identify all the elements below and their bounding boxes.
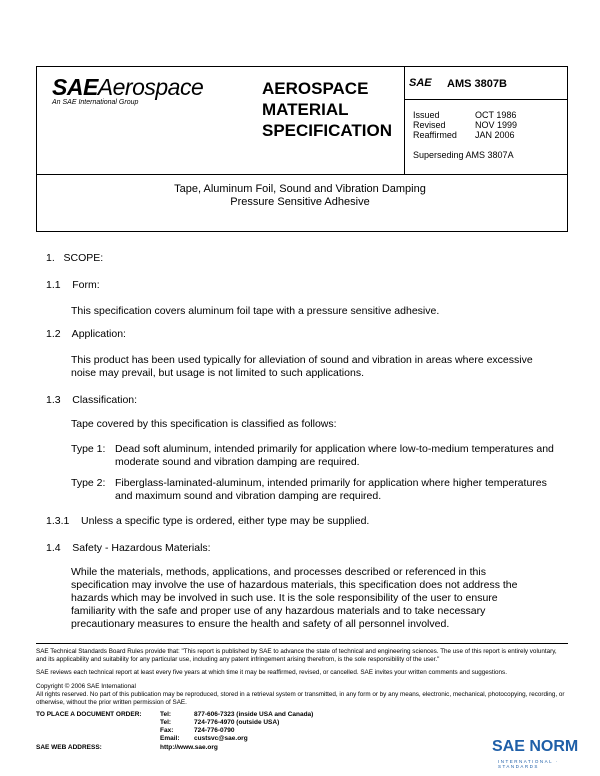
footer-rules: SAE Technical Standards Board Rules provide that: "This report is published by SAE to advance the state of technical and engineering sciences. The use of this report is entirely voluntary, and its applicability and suitability for any particular use, including any patent infringement arising therefrom, is the sole responsibility of the user." bbox=[36, 648, 557, 663]
revised-label: Revised bbox=[413, 120, 446, 130]
form-paragraph: This specification covers aluminum foil tape with a pressure sensitive adhesive. bbox=[71, 305, 440, 317]
section-classification-heading: 1.3 Classification: bbox=[46, 394, 138, 406]
application-paragraph: This product has been used typically for alleviation of sound and vibration in areas where excessive noise may prevail, but usage is not limited to such applications. bbox=[71, 354, 533, 379]
classification-paragraph: Tape covered by this specification is classified as follows: bbox=[71, 418, 337, 430]
footer-rule bbox=[36, 643, 568, 644]
type2-description: Fiberglass-laminated-aluminum, intended primarily for application where higher temperatures and maximum sound and vibration damping are required. bbox=[115, 477, 547, 502]
document-title bbox=[0, 183, 600, 209]
web-label: SAE WEB ADDRESS: bbox=[36, 744, 102, 751]
section-safety-heading: 1.4 Safety - Hazardous Materials: bbox=[46, 542, 211, 554]
safety-paragraph: While the materials, methods, applications, and processes described or referenced in this specification may involve the use of hazardous materials, this specification does not address the hazards which may be involved in such use. It is the sole responsibility of the user to ensure familiarity with the safe and proper use of any hazardous materials and to take necessary precautionary measures to ensure the health and safety of all personnel involved. bbox=[71, 566, 518, 630]
fax-value: 724-776-0790 bbox=[194, 727, 235, 734]
sae-norm-subtitle: INTERNATIONAL · STANDARDS bbox=[498, 759, 559, 769]
section-form-heading: 1.1 Form: bbox=[46, 279, 100, 291]
contact-values bbox=[194, 711, 313, 743]
footer-review: SAE reviews each technical report at least every five years at which time it may be reaffirmed, revised, or cancelled. SAE invites your written comments and suggestions. bbox=[36, 669, 507, 676]
tel2-label: Tel: bbox=[160, 719, 172, 726]
docno-underline bbox=[404, 99, 568, 100]
footer-copyright: Copyright © 2006 SAE International bbox=[36, 683, 136, 690]
date-block bbox=[413, 110, 517, 140]
issued-date: OCT 1986 bbox=[475, 110, 517, 120]
reaffirmed-date: JAN 2006 bbox=[475, 130, 515, 140]
logo-subtitle: An SAE International Group bbox=[52, 99, 139, 106]
fax-label: Fax: bbox=[160, 727, 174, 734]
revised-date: NOV 1999 bbox=[475, 120, 518, 130]
title-top-rule bbox=[36, 174, 568, 175]
type1-label: Type 1: bbox=[71, 443, 106, 455]
title-bottom-rule bbox=[36, 231, 568, 232]
tel2-value: 724-776-4970 (outside USA) bbox=[194, 719, 280, 726]
type2-label: Type 2: bbox=[71, 477, 106, 489]
type1-description: Dead soft aluminum, intended primarily for application where low-to-medium temperatures and moderate sound and vibration damping are required. bbox=[115, 443, 554, 468]
order-label: TO PLACE A DOCUMENT ORDER: bbox=[36, 711, 142, 718]
reaffirmed-label: Reaffirmed bbox=[413, 130, 457, 140]
email-label: Email: bbox=[160, 735, 180, 742]
tel1-value: 877-606-7323 (inside USA and Canada) bbox=[194, 711, 314, 718]
header-top-rule bbox=[36, 66, 568, 67]
spec-type-title: AEROSPACE MATERIAL SPECIFICATION bbox=[262, 79, 393, 140]
section-scope-heading: 1. SCOPE: bbox=[46, 252, 104, 264]
doc-number: AMS 3807B bbox=[447, 78, 507, 90]
email-value: custsvc@sae.org bbox=[194, 735, 248, 742]
tel1-label: Tel: bbox=[160, 711, 172, 718]
footer-rights: All rights reserved. No part of this publication may be reproduced, stored in a retrieval system or transmitted, in any form or by any means, electronic, mechanical, photocopying, recording, or otherwise, without the prior written permission of SAE. bbox=[36, 691, 565, 706]
sae-norm-logo: SAE NORM bbox=[492, 738, 579, 755]
header-divider bbox=[404, 66, 405, 174]
sae-aerospace-logo: SAEAerospace bbox=[52, 74, 204, 100]
web-address[interactable]: http://www.sae.org bbox=[160, 744, 218, 751]
contact-labels bbox=[160, 711, 180, 743]
section-application-heading: 1.2 Application: bbox=[46, 328, 126, 340]
section-1-3-1: 1.3.1 Unless a specific type is ordered, either type may be supplied. bbox=[46, 515, 370, 527]
small-sae-logo: SAE bbox=[409, 77, 432, 89]
superseding-note: Superseding AMS 3807A bbox=[413, 150, 514, 160]
issued-label: Issued bbox=[413, 110, 440, 120]
document-title-line2: Pressure Sensitive Adhesive bbox=[230, 196, 370, 208]
document-title-line1: Tape, Aluminum Foil, Sound and Vibration Damping bbox=[174, 183, 426, 195]
